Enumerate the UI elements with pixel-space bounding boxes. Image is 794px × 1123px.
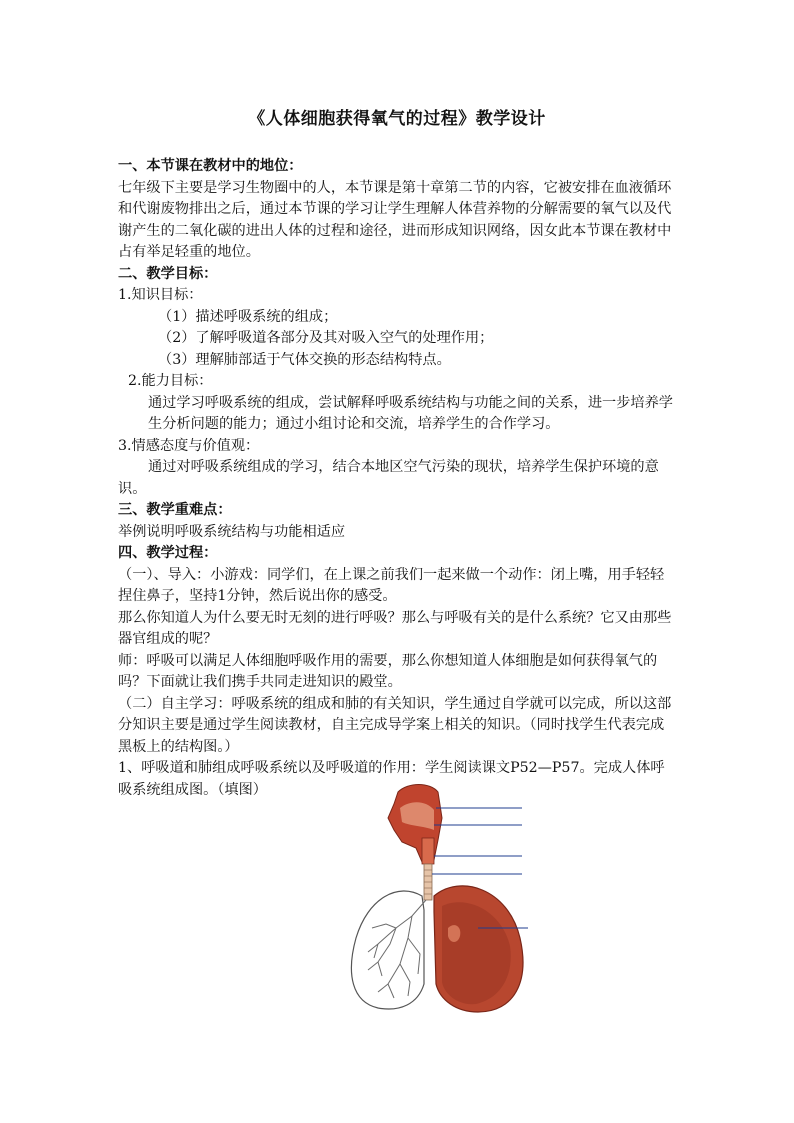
paragraph-attitude: 通过对呼吸系统组成的学习，结合本地区空气污染的现状，培养学生保护环境的意识。: [118, 459, 659, 497]
subheading-knowledge: 1.知识目标：: [118, 287, 203, 303]
paragraph-keypoints: 举例说明呼吸系统结构与功能相适应: [118, 523, 346, 540]
subheading-ability: 2.能力目标：: [128, 373, 213, 389]
paragraph-question: 那么你知道人为什么要无时无刻的进行呼吸？那么与呼吸有关的是什么系统？它又由那些器官组成的呢？: [118, 609, 672, 647]
paragraph-ability: 通过学习呼吸系统的组成，尝试解释呼吸系统结构与功能之间的关系，进一步培养学生分析问题的能力；通过小组讨论和交流，培养学生的合作学习。: [148, 394, 673, 432]
objective-item: （2）了解呼吸道各部分及其对吸入空气的处理作用；: [158, 330, 494, 346]
section-heading-keypoints: 三、教学重难点：: [118, 502, 232, 518]
left-lung-outline: [351, 891, 424, 1009]
objective-item: （3）理解肺部适于气体交换的形态结构特点。: [158, 351, 451, 368]
document-body: [118, 156, 678, 801]
objective-item: （1）描述呼吸系统的组成；: [158, 308, 338, 325]
respiratory-system-diagram: [338, 778, 538, 1014]
document-title: 《人体细胞获得氧气的过程》教学设计: [248, 109, 546, 129]
paragraph-intro: （一）、导入：小游戏：同学们，在上课之前我们一起来做一个动作：闭上嘴，用手轻轻捏住鼻子，坚持1分钟，然后说出你的感受。: [118, 566, 665, 604]
subheading-attitude: 3.情感态度与价值观：: [118, 437, 260, 454]
paragraph-task: 1、呼吸道和肺组成呼吸系统以及呼吸道的作用：学生阅读课文P52—P57。完成人体呼吸系统组成图。（填图）: [118, 760, 665, 798]
section-heading-objectives: 二、教学目标：: [118, 265, 218, 282]
section-heading-position: 一、本节课在教材中的地位：: [118, 158, 303, 174]
paragraph-self-study: （二）自主学习：呼吸系统的组成和肺的有关知识，学生通过自学就可以完成，所以这部分知识主要是通过学生阅读教材，自主完成导学案上相关的知识。（同时找学生代表完成黑板上的结构图。）: [118, 695, 672, 755]
paragraph-position: 七年级下主要是学习生物圈中的人，本节课是第十章第二节的内容，它被安排在血液循环和代谢废物排出之后，通过本节课的学习让学生理解人体营养物的分解需要的氧气以及代谢产生的二氧化碳的进出人体的过程和途径，进而形成知识网络，因女此本节课在教材中占有举足轻重的地位。: [118, 179, 672, 260]
larynx: [422, 838, 434, 864]
paragraph-teacher: 师：呼吸可以满足人体细胞呼吸作用的需要，那么你想知道人体细胞是如何获得氧气的吗？下面就让我们携手共同走进知识的殿堂。: [118, 652, 658, 690]
section-heading-process: 四、教学过程：: [118, 545, 218, 561]
